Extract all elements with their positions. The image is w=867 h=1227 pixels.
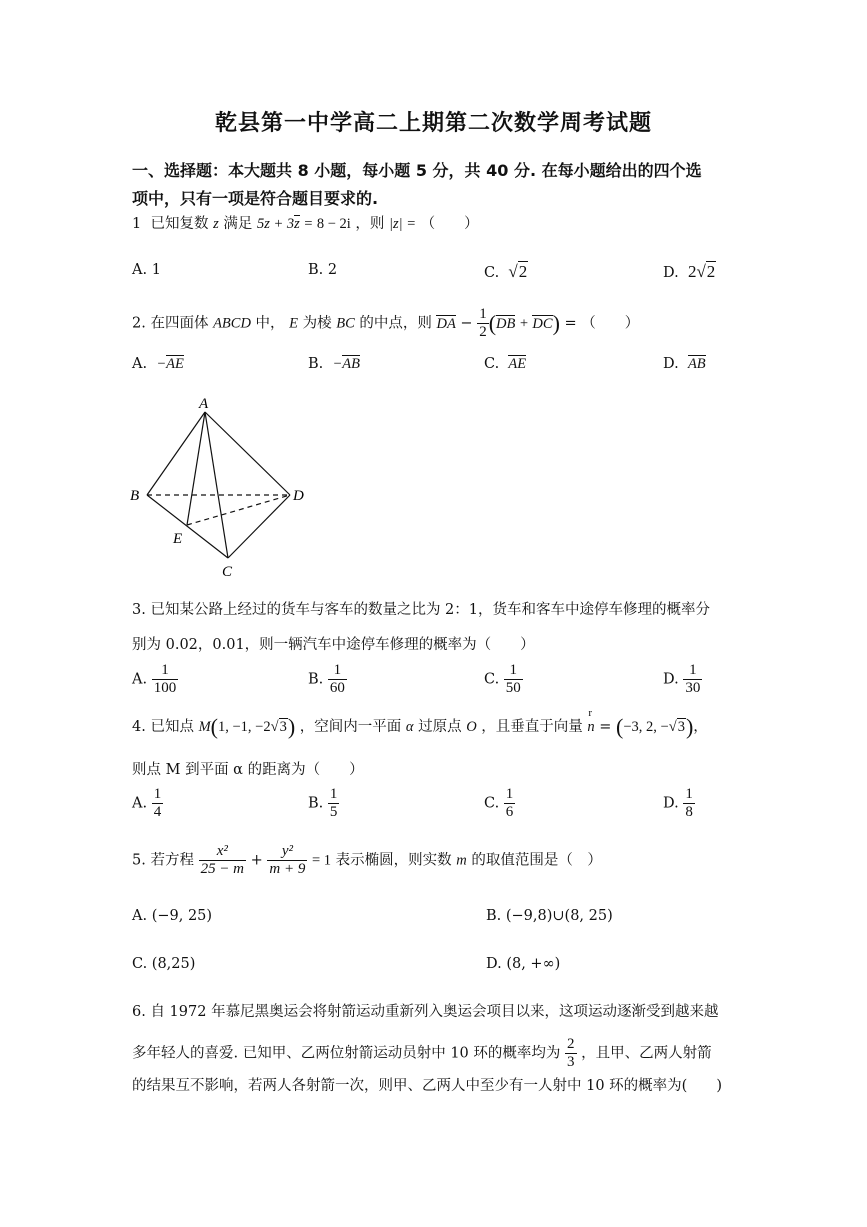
- vertex-a-label: A: [199, 396, 209, 412]
- q4-option-a: A. $\frac{1}{4}$: [132, 786, 162, 820]
- question-3-line-2: 别为 0.02，0.01，则一辆汽车中途停车修理的概率为（ ）: [132, 637, 535, 653]
- question-4-line-1: 4. 已知点 M(1, −1, −2√3) ，空间内一平面 α 过原点 O ，且垂直于向量 n r = (−3, 2, −√3)，: [132, 707, 708, 739]
- q1-option-a: A. 1: [132, 262, 161, 278]
- q2-option-c: C. AE: [484, 356, 527, 372]
- question-6-line-3: 的结果互不影响，若两人各射箭一次，则甲、乙两人中至少有一人射中 10 环的概率为( ): [132, 1078, 722, 1094]
- tetrahedron-figure: [125, 390, 325, 585]
- page-title: 乾县第一中学高二上期第二次数学周考试题: [214, 111, 652, 136]
- q5-option-c: C. (8,25): [132, 956, 196, 972]
- q5-option-b: B. (−9,8)∪(8, 25): [486, 908, 613, 924]
- question-1: 1 已知复数 z 满足 5z + 3z = 8 − 2i ，则 |z| = （ ）: [132, 216, 479, 232]
- q4-option-b: B. $\frac{1}{5}$: [308, 786, 338, 820]
- section-heading: 一、选择题：本大题共 8 小题，每小题 5 分，共 40 分. 在每小题给出的四个选 项中，只有一项是符合题目要求的.: [132, 161, 702, 208]
- q3-option-d: D. $\frac{1}{30}$: [663, 662, 701, 696]
- vertex-c-label: C: [222, 564, 233, 580]
- vertex-b-label: B: [130, 488, 140, 504]
- q2-option-d: D. AB: [663, 356, 706, 372]
- point-e-label: E: [173, 531, 183, 547]
- q2-option-b: B. −AB: [308, 356, 360, 372]
- question-2: 2. 在四面体 ABCD 中， E 为棱 BC 的中点，则 DA − $\frac{1}{2}$ (DB + DC) = （ ）: [132, 306, 640, 340]
- q1-option-b: B. 2: [308, 262, 338, 278]
- q1-option-c: C. √2: [484, 262, 528, 281]
- q3-option-c: C. $\frac{1}{50}$: [484, 662, 521, 696]
- q1-option-d: D. 2√2: [663, 262, 716, 281]
- q4-option-c: C. $\frac{1}{6}$: [484, 786, 514, 820]
- q2-option-a: A. −AE: [132, 356, 184, 372]
- q5-option-a: A. (−9, 25): [132, 908, 213, 924]
- question-5: 5. 若方程 $\frac{\text{x²}}{25 - m}$ + $\frac{\text{y²}}{m + 9}$ = 1 表示椭圆，则实数 m 的取值范围是（ ）: [132, 843, 602, 877]
- question-6-line-1: 6. 自 1972 年慕尼黑奥运会将射箭运动重新列入奥运会项目以来，这项运动逐渐受到越来越: [132, 1004, 719, 1020]
- q5-option-d: D. (8, +∞): [486, 956, 561, 972]
- q3-option-a: A. $\frac{1}{100}$: [132, 662, 177, 696]
- question-3-line-1: 3. 已知某公路上经过的货车与客车的数量之比为 2：1，货车和客车中途停车修理的概率分: [132, 602, 710, 618]
- question-6-line-2: 多年轻人的喜爱. 已知甲、乙两位射箭运动员射中 10 环的概率均为 $\frac{2}{3}$ ，且甲、乙两人射箭: [132, 1036, 712, 1070]
- question-4-line-2: 则点 M 到平面 α 的距离为（ ）: [132, 762, 364, 778]
- q3-option-b: B. $\frac{1}{60}$: [308, 662, 345, 696]
- vertex-d-label: D: [293, 488, 304, 504]
- q4-option-d: D. $\frac{1}{8}$: [663, 786, 693, 820]
